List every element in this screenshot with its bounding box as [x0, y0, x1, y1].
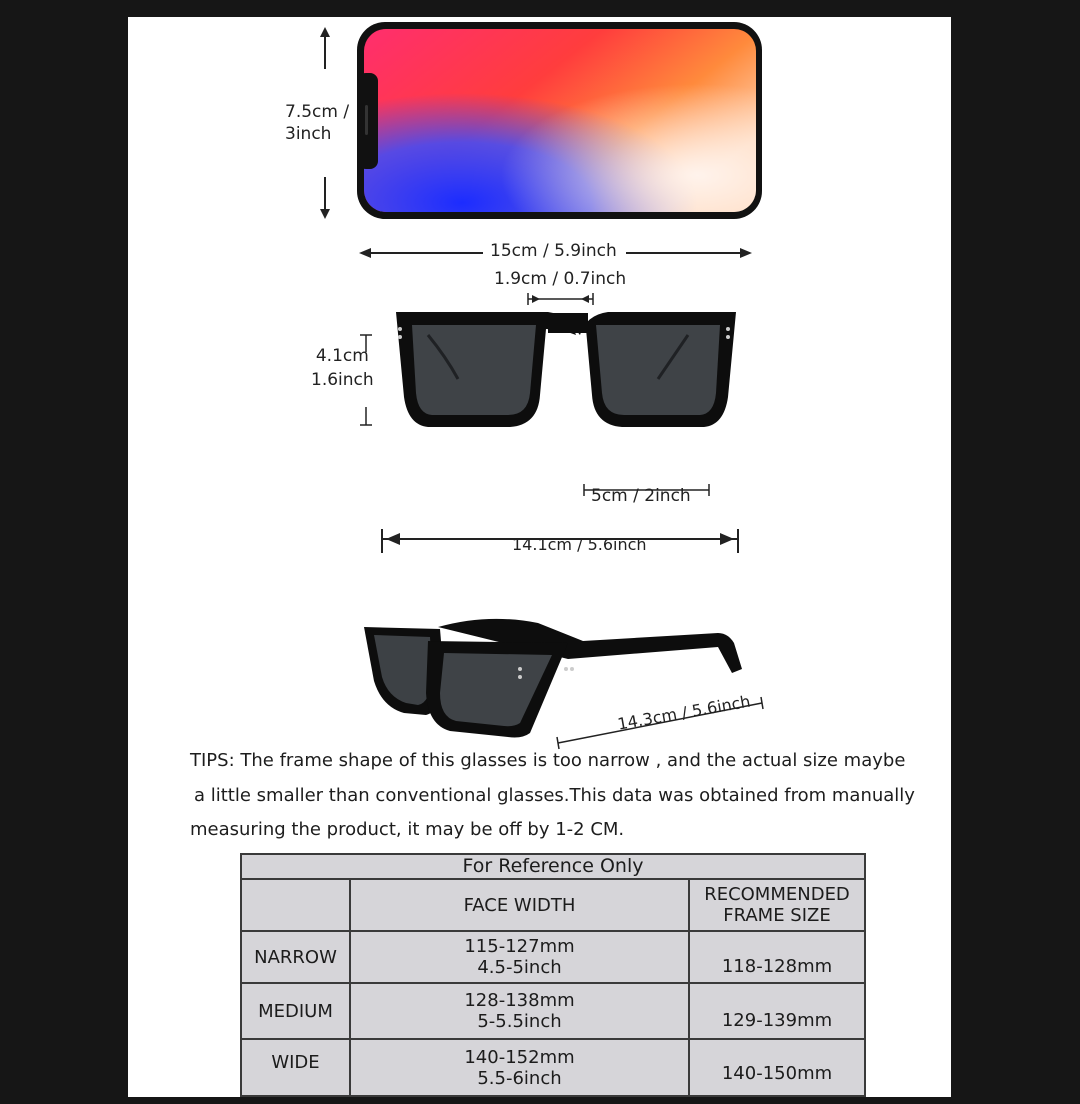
face-width-wide: 140-152mm 5.5-6inch [464, 1046, 575, 1089]
face-width-medium: 128-138mm 5-5.5inch [464, 990, 575, 1032]
tips-line-3: measuring the product, it may be off by 1-2 CM. [190, 819, 625, 840]
row-label-wide: WIDE [271, 1051, 320, 1073]
frame-size-wide: 140-150mm [721, 1062, 833, 1084]
bridge-width-label: 1.9cm / 0.7inch [494, 269, 627, 289]
reference-table [240, 853, 866, 1097]
product-size-sheet [128, 17, 951, 1097]
row-label-narrow: NARROW [254, 946, 337, 968]
temple-length-label: 14.3cm / 5.6inch [616, 691, 752, 734]
glasses-side-illustration [128, 607, 951, 757]
phone-height-label: 7.5cm / 3inch [285, 102, 350, 144]
tips-line-2: a little smaller than conventional glasses.This data was obtained from manually [194, 785, 915, 806]
tips-line-1: TIPS: The frame shape of this glasses is too narrow , and the actual size maybe [190, 750, 906, 771]
frame-width-label: 14.1cm / 5.6inch [512, 535, 647, 554]
frame-size-narrow: 118-128mm [721, 955, 833, 977]
frame-size-medium: 129-139mm [721, 1009, 833, 1031]
lens-height-label: 4.1cm 1.6inch [311, 346, 374, 390]
lens-width-label: 5cm / 2inch [591, 486, 691, 506]
table-caption: For Reference Only [462, 855, 644, 877]
phone-illustration [128, 17, 951, 277]
header-face-width: FACE WIDTH [463, 894, 576, 916]
header-recommended-frame-size: RECOMMENDED FRAME SIZE [704, 884, 850, 926]
face-width-narrow: 115-127mm 4.5-5inch [464, 936, 575, 978]
glasses-front-illustration [128, 277, 951, 567]
row-label-medium: MEDIUM [258, 1000, 333, 1022]
phone-width-label: 15cm / 5.9inch [490, 241, 617, 261]
